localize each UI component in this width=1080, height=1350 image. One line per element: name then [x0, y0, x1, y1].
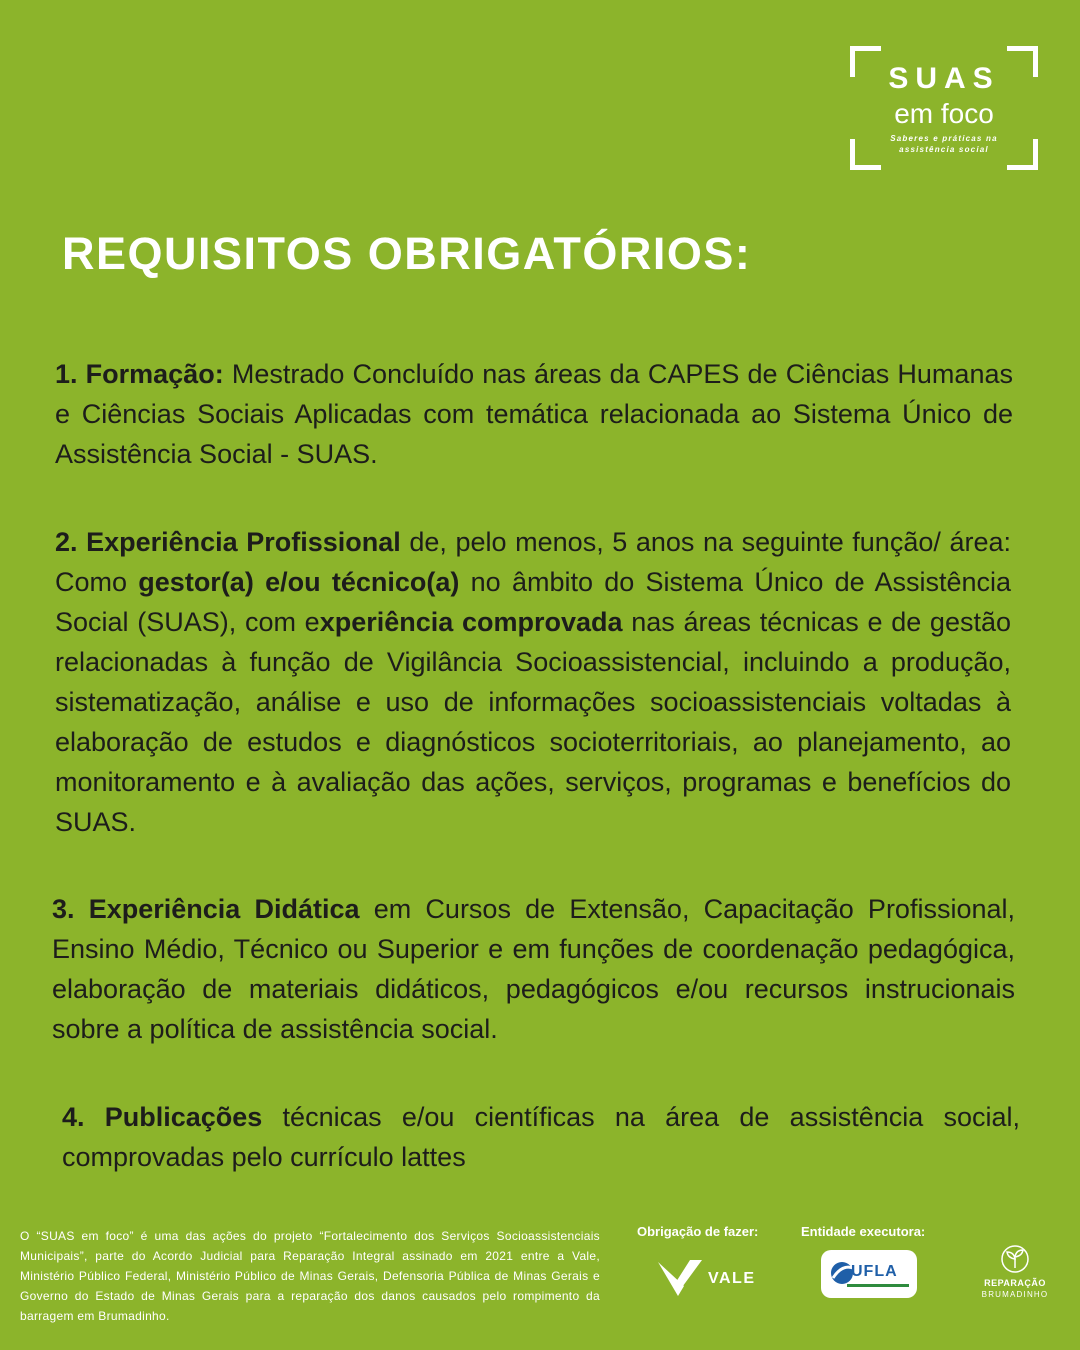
requirement-experiencia-didatica — [52, 889, 1015, 1049]
requirement-experiencia-profissional — [55, 522, 1011, 842]
logo-tagline: Saberes e práticas na assistência social — [890, 134, 998, 154]
reparacao-line2: BRUMADINHO — [981, 1290, 1049, 1299]
logo-em-foco-text: em foco — [894, 98, 994, 129]
requirement-lead: 1. Formação: — [55, 359, 224, 389]
logo-suas-text: SUAS — [888, 62, 1000, 95]
requirement-text: no âmbito do Sistema Único de Assistência Social (SUAS), com e — [55, 567, 1011, 637]
ufla-logo-text: UFLA — [851, 1263, 898, 1280]
entidade-label: Entidade executora: — [801, 1224, 926, 1239]
requirement-lead: 4. Publicações — [62, 1102, 263, 1132]
requirement-lead: 2. Experiência Profissional — [55, 527, 401, 557]
ufla-logo-underline — [847, 1284, 909, 1287]
page-title: REQUISITOS OBRIGATÓRIOS: — [62, 228, 752, 279]
vale-logo-text: VALE — [708, 1270, 756, 1287]
requirement-formacao — [55, 354, 1013, 474]
requirement-publicacoes — [62, 1097, 1020, 1177]
requirement-lead: 3. Experiência Didática — [52, 894, 360, 924]
reparacao-line1: REPARAÇÃO — [984, 1278, 1046, 1288]
ufla-logo — [821, 1250, 917, 1298]
requirement-text: nas áreas técnicas e de gestão relacionadas à função de Vigilância Socioassistencial, incluindo a produção, sistematização, análise e uso de informações socioassistenciais voltadas à elaboração de estudos e diagnósticos socioterritoriais, ao planejamento, ao monitoramento e à avaliação das ações, serviços, programas e benefícios do SUAS. — [55, 607, 1011, 837]
requirement-text: Mestrado Concluído nas áreas da CAPES de Ciências Humanas e Ciências Sociais Aplicadas com temática relacionada ao Sistema Único de Assistência Social - SUAS. — [55, 359, 1013, 469]
suas-em-foco-logo — [850, 46, 1038, 170]
vale-v-icon — [656, 1256, 706, 1298]
sprout-icon — [998, 1244, 1032, 1274]
obrigacao-label: Obrigação de fazer: — [637, 1224, 759, 1239]
requirement-text: de, pelo menos, 5 anos na seguinte função/ área: Como — [55, 527, 1011, 597]
reparacao-brumadinho-logo — [980, 1244, 1050, 1304]
vale-logo — [656, 1256, 760, 1298]
requirement-highlight: gestor(a) e/ou técnico(a) — [138, 567, 460, 597]
requirement-text: em Cursos de Extensão, Capacitação Profissional, Ensino Médio, Técnico ou Superior e em funções de coordenação pedagógica, elaboração de materiais didáticos, pedagógicos e/ou recursos instrucionais sobre a política de assistência social. — [52, 894, 1015, 1044]
requirement-highlight: xperiência comprovada — [319, 607, 623, 637]
footer-description: O “SUAS em foco” é uma das ações do projeto “Fortalecimento dos Serviços Socioassistenciais Municipais”, parte do Acordo Judicial para Reparação Integral assinado em 2021 entre a Vale, Ministério Público Federal, Ministério Público de Minas Gerais, Defensoria Pública de Minas Gerais e Governo do Estado de Minas Gerais para a reparação dos danos causados pelo rompimento da barragem em Brumadinho. — [20, 1229, 600, 1323]
requirement-text: técnicas e/ou científicas na área de assistência social, comprovadas pelo currículo lattes — [62, 1102, 1021, 1172]
